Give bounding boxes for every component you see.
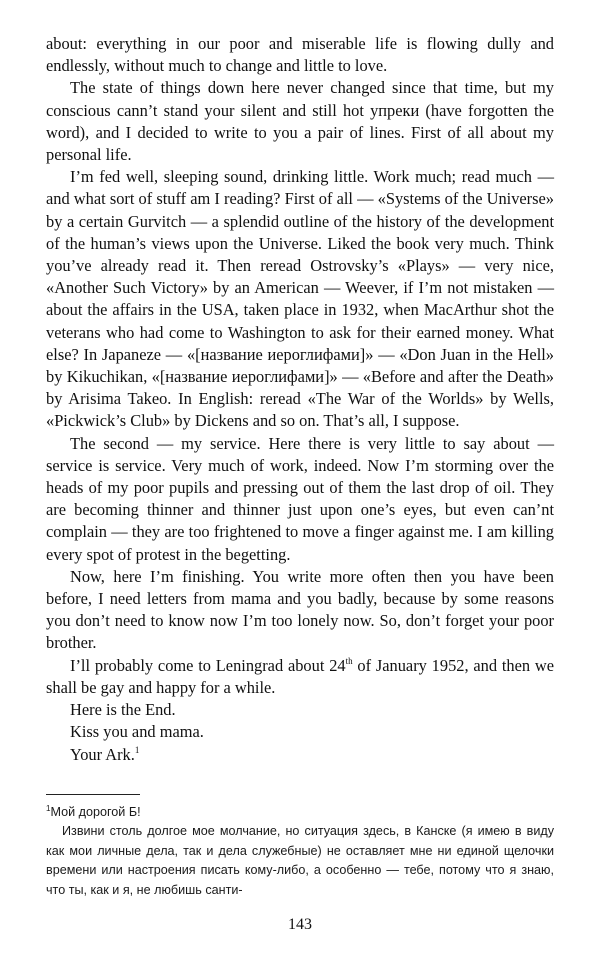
footnote-salutation-line [46, 803, 554, 822]
footnote-reference: 1 [134, 744, 140, 755]
footnote-block [46, 803, 554, 900]
date-text-after: of January 1952, and then we shall be gay and happy for a while. [46, 655, 555, 697]
footnote-salutation: Мой дорогой Б! [50, 805, 141, 819]
signature: Your Ark. [70, 744, 135, 764]
closing-line-2: Kiss you and mama. [70, 722, 204, 742]
letter-date-paragraph [46, 655, 554, 699]
date-superscript: th [345, 655, 353, 666]
letter-text [46, 33, 554, 766]
footnote-divider [46, 794, 140, 795]
letter-paragraph-5: Now, here I’m finishing. You write more often then you have been before, I need letters from mama and you badly, because by some reasons you don’t need to know now I’m too lonely now. So, don’t forget your poor brother. [46, 566, 554, 653]
letter-paragraph-2: The state of things down here never changed since that time, but my conscious cann’t stand your silent and still hot упреки (have forgotten the word), and I decided to write to you a pair of lines. First of all about my personal life. [46, 78, 554, 165]
closing-line-1: Here is the End. [70, 700, 176, 720]
letter-paragraph-3: I’m fed well, sleeping sound, drinking little. Work much; read much — and what sort of stuff am I reading? First of all — «Systems of the Universe» by a certain Gurvitch — a splendid outline of the history of the development of the human’s views upon the Universe. Liked the book very much. Think you’ve already read it. Then reread Ostrovsky’s «Plays» — very nice, «Another Such Victory» by an American — Weever, if I’m not mistaken — about the affairs in the USA, taken place in 1932, when MacArthur shot the veterans who had come to Washington to ask for their earned money. What else? In Japaneze — «[название иероглифами]» — «Don Juan in the Hell» by Kikuchikan, «[название иероглифами]» — «Before and after the Death» by Arisima Takeo. In English: reread «The War of the Worlds» by Wells, «Pickwick’s Club» by Dickens and so on. That’s all, I suppose. [46, 167, 554, 431]
date-text-before: I’ll probably come to Leningrad about 24 [70, 655, 346, 675]
page-number: 143 [288, 916, 312, 933]
footnote-marker: 1 [46, 804, 51, 813]
letter-paragraph-1: about: everything in our poor and miserable life is flowing dully and endlessly, without much to change and little to love. [46, 34, 554, 76]
letter-paragraph-4: The second — my service. Here there is very little to say about — service is service. Very much of work, indeed. Now I’m storming over the heads of my poor pupils and pressing out of them the last drop of oil. They are becoming thinner and thinner just upon one’s eyes, but even can’nt complain — they are too frightened to move a finger against me. I am killing every spot of protest in the begetting. [46, 433, 554, 564]
footnote-body: Извини столь долгое мое молчание, но ситуация здесь, в Канске (я имею в виду как мои личные дела, так и дела служебные) не оставляет мне ни единой щелочки времени или настроения писать кому-либо, а особенно — тебе, потому что я знаю, что ты, как и я, не любишь санти- [46, 824, 554, 897]
signature-line [46, 744, 554, 766]
